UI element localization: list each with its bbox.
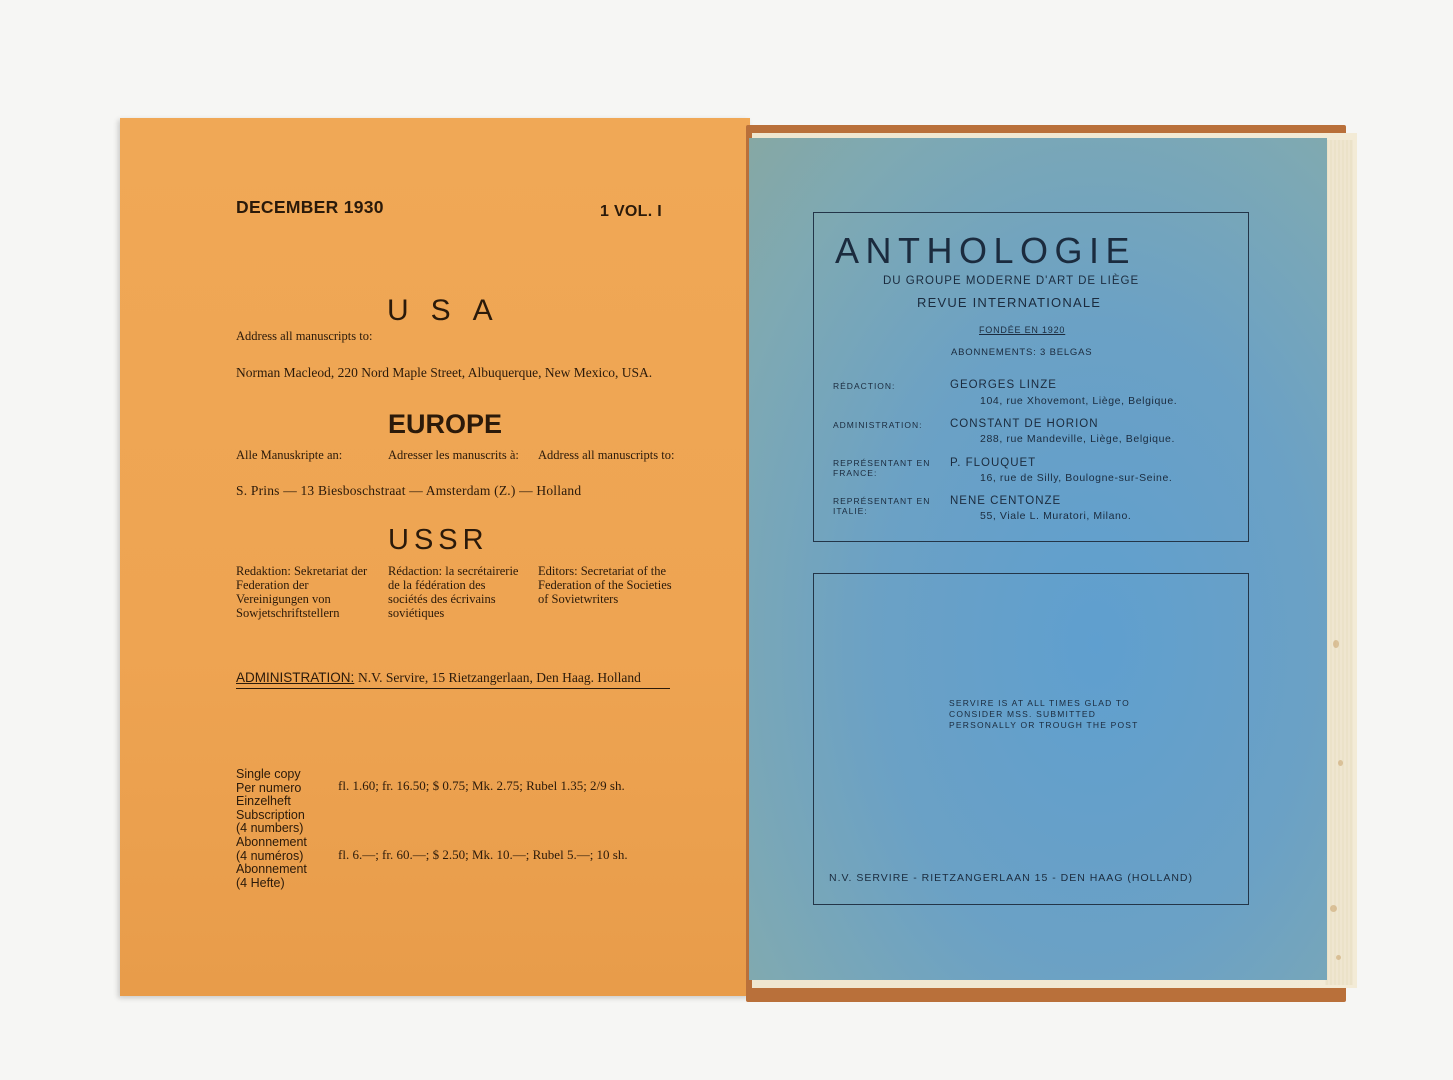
europe-address: S. Prins — 13 Biesboschstraat — Amsterdam (Z.) — Holland — [236, 483, 582, 498]
usa-heading: USA — [387, 294, 515, 327]
foxing-spot — [1333, 640, 1339, 648]
contact-address: 288, rue Mandeville, Liège, Belgique. — [980, 433, 1175, 445]
page-edge — [1325, 140, 1353, 985]
contact-name: CONSTANT DE HORION — [950, 418, 1099, 430]
anthologie-subtitle-2: REVUE INTERNATIONALE — [917, 295, 1102, 310]
contact-role: REPRÉSENTANT EN FRANCE: — [833, 458, 931, 478]
contact-address: 104, rue Xhovemont, Liège, Belgique. — [980, 395, 1178, 407]
issue-date: DECEMBER 1930 — [236, 197, 384, 217]
price-labels: Single copy Per numero Einzelheft Subscription (4 numbers) Abonnement (4 numéros) Abonnement (4 Hefte) — [236, 767, 307, 890]
ussr-english-note: Editors: Secretariat of the Federation of the Societies of Sovietwriters — [538, 564, 672, 606]
administration-line — [236, 670, 670, 689]
notice-frame — [813, 573, 1249, 905]
contact-role: REPRÉSENTANT EN ITALIE: — [833, 496, 931, 516]
single-copy-price: fl. 1.60; fr. 16.50; $ 0.75; Mk. 2.75; Rubel 1.35; 2/9 sh. — [338, 778, 625, 793]
foxing-spot — [1330, 905, 1337, 912]
contact-name: P. FLOUQUET — [950, 457, 1037, 469]
ussr-german-note: Redaktion: Sekretariat der Federation der Vereinigungen von Sowjetschriftstellern — [236, 564, 368, 620]
europe-heading: EUROPE — [388, 409, 503, 439]
contact-role: RÉDACTION: — [833, 381, 896, 391]
anthologie-title: ANTHOLOGIE — [835, 230, 1137, 271]
ussr-heading: USSR — [388, 524, 489, 556]
subscription-price: fl. 6.—; fr. 60.—; $ 2.50; Mk. 10.—; Rubel 5.—; 10 sh. — [338, 847, 628, 862]
contact-name: NENE CENTONZE — [950, 495, 1062, 507]
foxing-spot — [1338, 760, 1343, 766]
usa-address: Norman Macleod, 220 Nord Maple Street, Albuquerque, New Mexico, USA. — [236, 365, 653, 380]
europe-german-note: Alle Manuskripte an: — [236, 448, 343, 462]
europe-french-note: Adresser les manuscrits à: — [388, 448, 519, 462]
foxing-spot — [1336, 955, 1341, 960]
contact-role: ADMINISTRATION: — [833, 420, 923, 430]
europe-english-note: Address all manuscripts to: — [538, 448, 675, 462]
ussr-french-note: Rédaction: la secrétairerie de la fédération des sociétés des écrivains soviétiques — [388, 564, 519, 620]
administration-label: ADMINISTRATION: — [236, 670, 355, 685]
usa-address-note: Address all manuscripts to: — [236, 329, 373, 343]
blue-title-page — [749, 138, 1327, 980]
subscription-note: ABONNEMENTS: 3 BELGAS — [951, 347, 1093, 358]
administration-value: N.V. Servire, 15 Rietzangerlaan, Den Haag. Holland — [358, 670, 641, 685]
contact-address: 55, Viale L. Muratori, Milano. — [980, 510, 1132, 522]
contact-name: GEORGES LINZE — [950, 379, 1057, 391]
founded-note: FONDÉE EN 1920 — [979, 325, 1066, 335]
contact-address: 16, rue de Silly, Boulogne-sur-Seine. — [980, 472, 1173, 484]
servire-footer: N.V. SERVIRE - RIETZANGERLAAN 15 - DEN HAAG (HOLLAND) — [829, 872, 1193, 884]
issue-volume: 1 VOL. I — [600, 203, 662, 220]
anthologie-subtitle: DU GROUPE MODERNE D'ART DE LIÈGE — [883, 275, 1140, 287]
orange-back-cover — [120, 118, 750, 996]
servire-notice: SERVIRE IS AT ALL TIMES GLAD TO CONSIDER MSS. SUBMITTED PERSONALLY OR TROUGH THE POST — [949, 698, 1139, 730]
